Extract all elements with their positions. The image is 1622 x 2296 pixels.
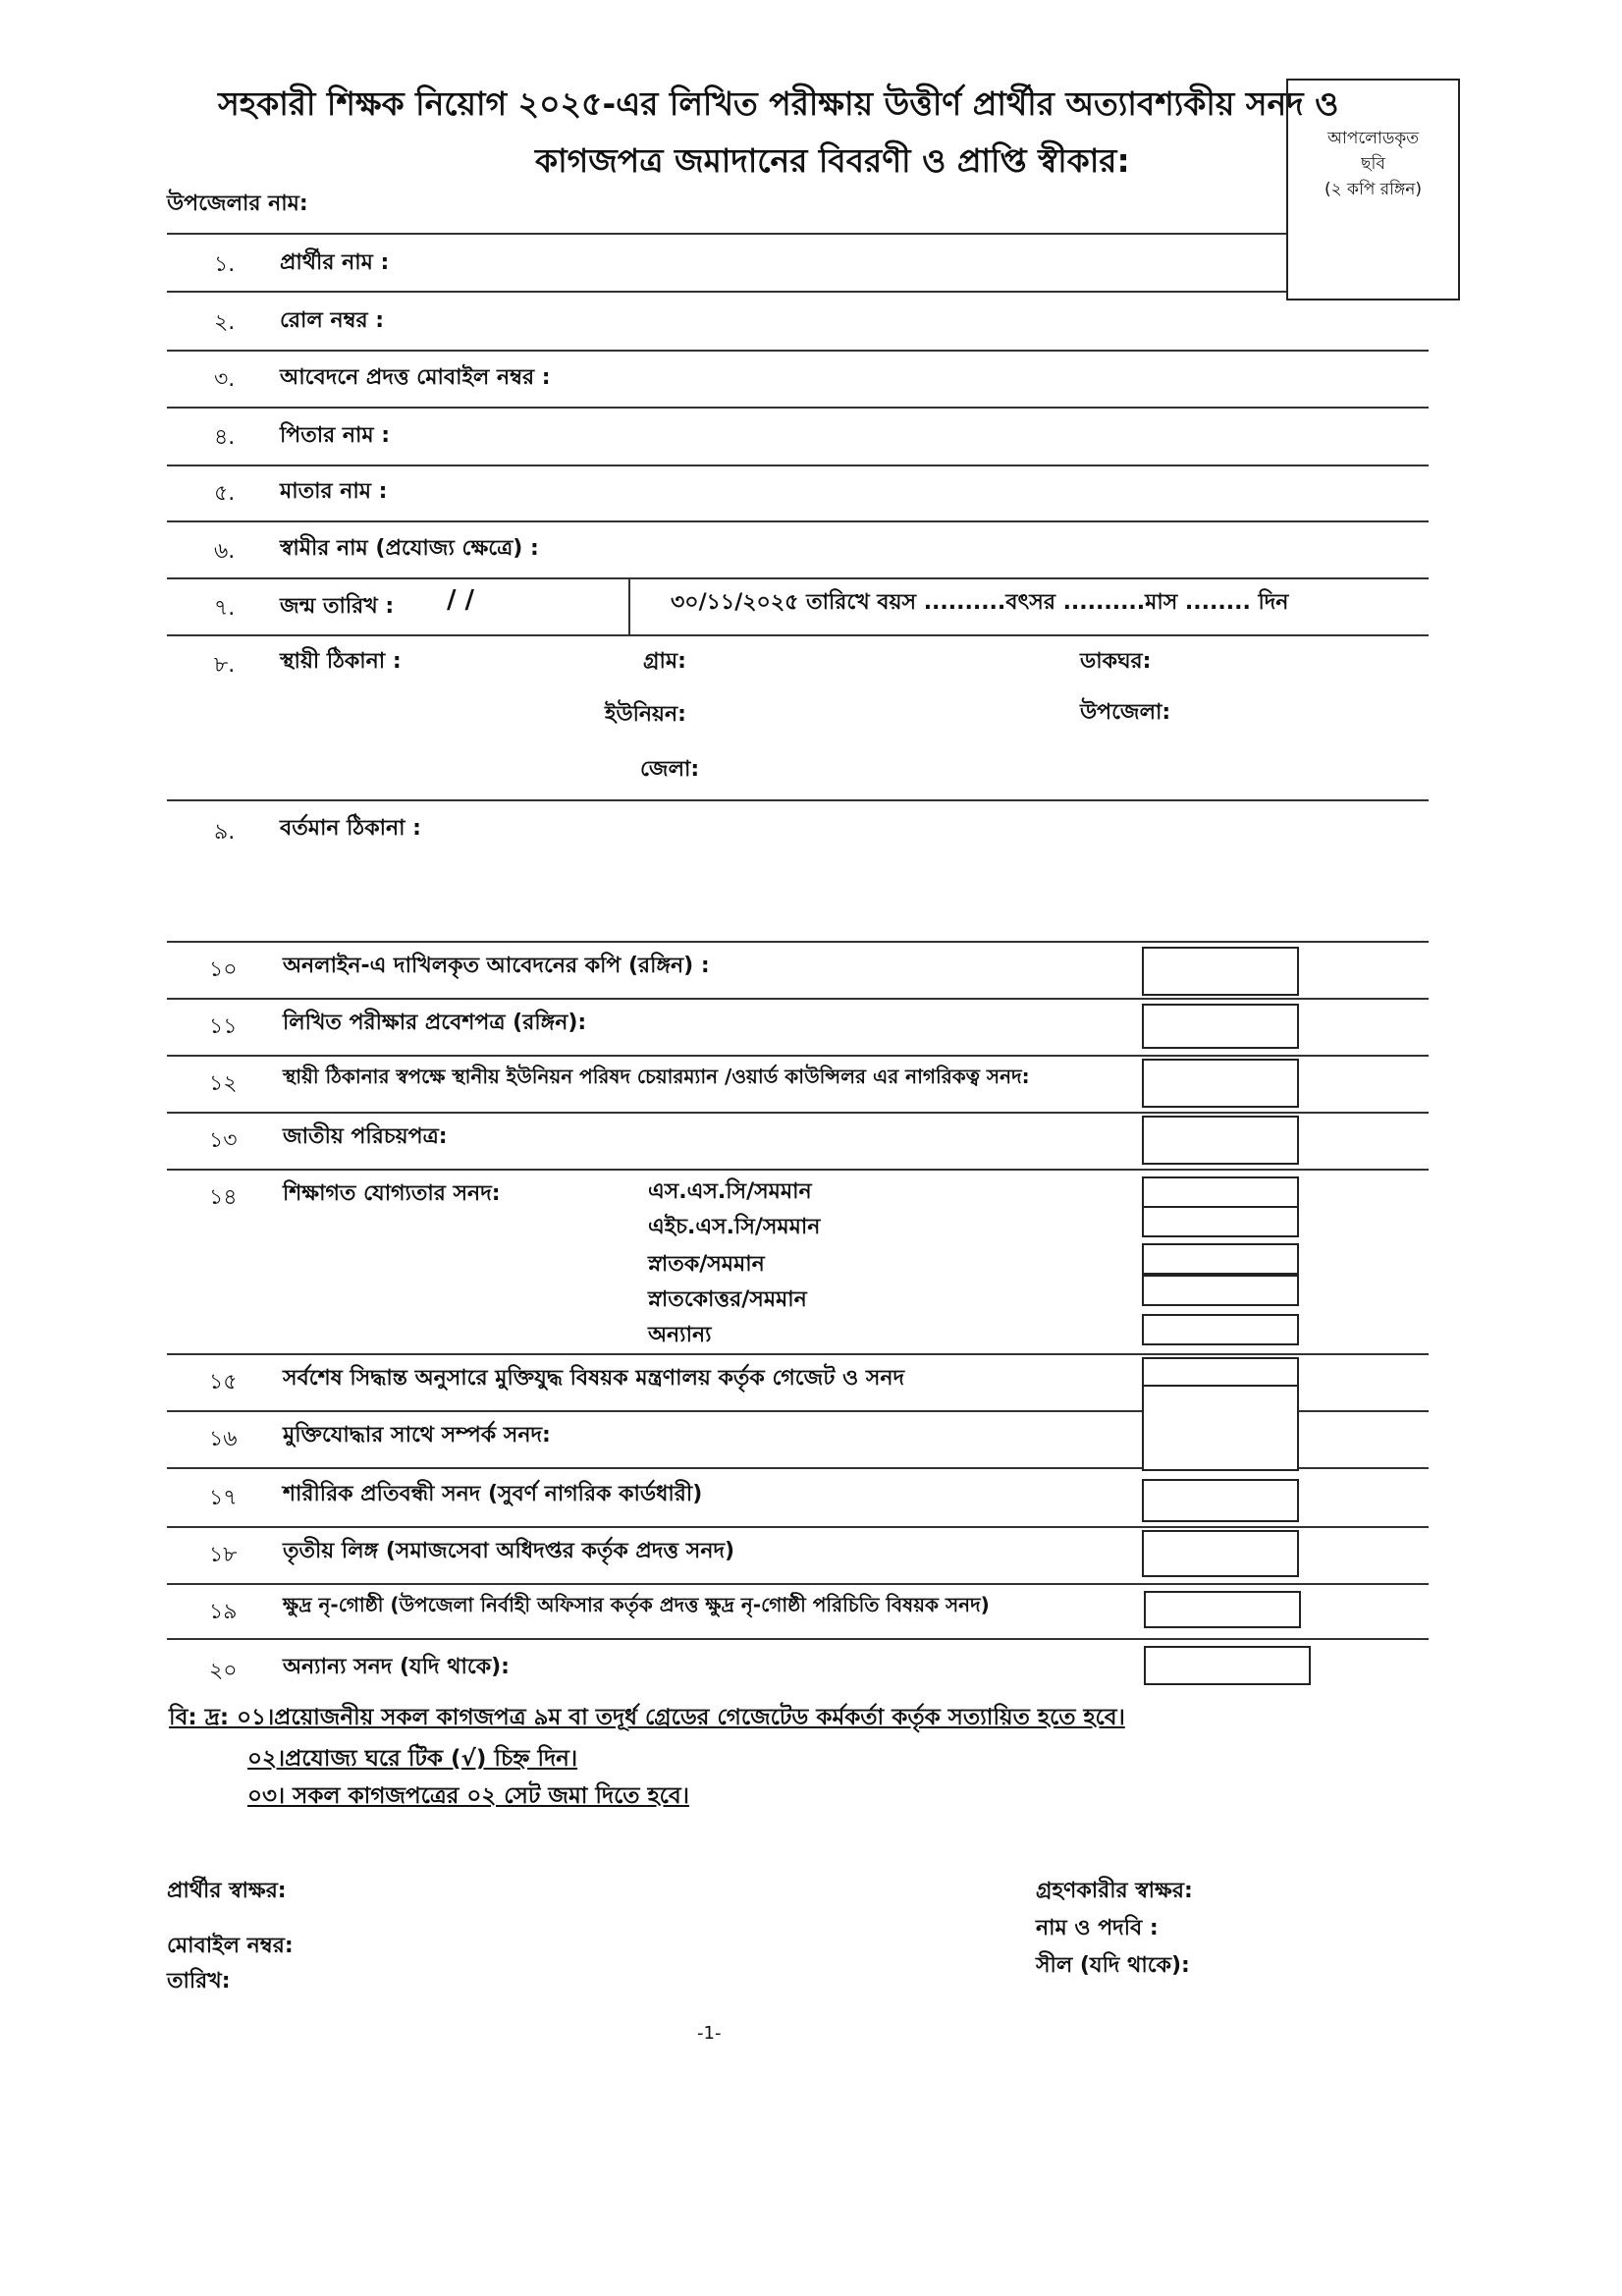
checkbox-graduate[interactable] [1142, 1243, 1299, 1275]
receiver-seal-label: সীল (যদি থাকে): [1036, 1953, 1190, 1978]
district-label: জেলা: [640, 757, 700, 782]
divider [167, 350, 1429, 352]
roll-number-label: রোল নম্বর : [280, 308, 385, 333]
upazila-label: উপজেলা: [1080, 700, 1171, 725]
husband-name-label: স্বামীর নাম (প্রযোজ্য ক্ষেত্রে) : [280, 536, 539, 561]
doc-number: ১৫ [209, 1370, 238, 1394]
checkbox-nid[interactable] [1142, 1116, 1299, 1165]
candidate-mobile-label: মোবাইল নম্বর: [167, 1934, 294, 1958]
doc-freedom-fighter-relation-label: মুক্তিযোদ্ধার সাথে সম্পর্ক সনদ: [283, 1423, 551, 1448]
divider [167, 1055, 1429, 1057]
checkbox-postgraduate[interactable] [1142, 1275, 1299, 1306]
village-label: গ্রাম: [643, 649, 686, 674]
checkbox-admit-card[interactable] [1142, 1004, 1299, 1049]
father-name-label: পিতার নাম : [280, 423, 391, 448]
divider [628, 577, 630, 634]
doc-number: ২০ [209, 1659, 238, 1683]
education-others: অন্যান্য [648, 1323, 712, 1347]
field-number: ৪. [214, 425, 236, 450]
divider [167, 465, 1429, 466]
age-on-date-text: ৩০/১১/২০২৫ তারিখে বয়স ..........বৎসর ..........মাস ........ দিন [671, 590, 1289, 615]
receiver-name-designation-label: নাম ও পদবি : [1036, 1916, 1159, 1941]
divider [167, 291, 1286, 293]
present-address-label: বর্তমান ঠিকানা : [280, 816, 421, 841]
page-title-line-2: কাগজপত্র জমাদানের বিবরণী ও প্রাপ্তি স্বীকার: [535, 141, 1130, 180]
divider [167, 1526, 1429, 1528]
education-ssc: এস.এস.সি/সমমান [648, 1179, 812, 1204]
page-title-line-1: সহকারী শিক্ষক নিয়োগ ২০২৫-এর লিখিত পরীক্ষায় উত্তীর্ণ প্রার্থীর অত্যাবশ্যকীয় সনদ ও [218, 84, 1339, 123]
receiver-signature-label: গ্রহণকারীর স্বাক্ষর: [1036, 1879, 1193, 1903]
divider [167, 1638, 1429, 1640]
upazila-name-label: উপজেলার নাম: [167, 191, 308, 216]
doc-number: ১৩ [209, 1128, 238, 1153]
checkbox-others[interactable] [1142, 1314, 1299, 1345]
checkbox-third-gender[interactable] [1142, 1530, 1299, 1577]
field-number: ৩. [214, 367, 236, 392]
permanent-address-label: স্থায়ী ঠিকানা : [280, 649, 402, 674]
photo-box-line-2: ছবি [1361, 154, 1385, 174]
doc-number: ১০ [209, 957, 238, 982]
checkbox-hsc[interactable] [1142, 1206, 1299, 1237]
candidate-signature-label: প্রার্থীর স্বাক্ষর: [167, 1879, 287, 1903]
education-graduate: স্নাতক/সমমান [648, 1252, 765, 1277]
page-number: -1- [697, 2023, 722, 2044]
checkbox-freedom-fighter-gazette[interactable] [1142, 1357, 1299, 1387]
divider [167, 233, 1286, 235]
field-number: ৬. [214, 539, 236, 564]
checkbox-freedom-fighter-relation[interactable] [1142, 1385, 1299, 1471]
field-number: ৯. [214, 820, 236, 845]
doc-admit-card-label: লিখিত পরীক্ষার প্রবেশপত্র (রঙ্গিন): [283, 1011, 587, 1035]
doc-number: ১৪ [209, 1185, 238, 1210]
candidate-name-label: প্রার্থীর নাম : [280, 250, 390, 275]
divider [167, 1112, 1429, 1114]
field-number: ৭. [214, 596, 236, 621]
checkbox-citizenship[interactable] [1142, 1059, 1299, 1108]
doc-third-gender-label: তৃতীয় লিঙ্গ (সমাজসেবা অধিদপ্তর কর্তৃক প্রদত্ত সনদ) [283, 1539, 735, 1563]
divider [167, 577, 1429, 579]
divider [167, 941, 1429, 943]
doc-number: ১১ [209, 1014, 238, 1039]
doc-online-application-label: অনলাইন-এ দাখিলকৃত আবেদনের কপি (রঙ্গিন) : [283, 954, 710, 978]
doc-number: ১৮ [209, 1543, 238, 1567]
note-2: ০২।প্রযোজ্য ঘরে টিক (√) চিহ্ন দিন। [247, 1746, 578, 1772]
field-number: ২. [214, 310, 236, 335]
doc-freedom-fighter-gazette-label: সর্বশেষ সিদ্ধান্ত অনুসারে মুক্তিযুদ্ধ বিষয়ক মন্ত্রণালয় কর্তৃক গেজেট ও সনদ [283, 1366, 905, 1391]
education-hsc: এইচ.এস.সি/সমমান [648, 1215, 821, 1239]
note-3: ০৩। সকল কাগজপত্রের ০২ সেট জমা দিতে হবে। [247, 1783, 689, 1809]
divider [167, 998, 1429, 1000]
checkbox-other-certificates[interactable] [1144, 1646, 1311, 1685]
doc-disability-label: শারীরিক প্রতিবন্ধী সনদ (সুবর্ণ নাগরিক কার্ডধারী) [283, 1482, 703, 1506]
checkbox-ethnic-minority[interactable] [1144, 1591, 1301, 1628]
divider [167, 799, 1429, 801]
doc-nid-label: জাতীয় পরিচয়পত্র: [283, 1124, 448, 1149]
photo-upload-box [1286, 79, 1460, 301]
field-number: ৫. [214, 481, 236, 506]
dob-slashes: / / [447, 585, 475, 615]
divider [167, 407, 1429, 409]
doc-ethnic-minority-label: ক্ষুদ্র নৃ-গোষ্ঠী (উপজেলা নির্বাহী অফিসার কর্তৃক প্রদত্ত ক্ষুদ্র নৃ-গোষ্ঠী পরিচিতি বিষয়ক সনদ) [283, 1593, 990, 1616]
doc-number: ১৯ [209, 1600, 238, 1624]
photo-box-line-3: (২ কপি রঙ্গিন) [1324, 180, 1423, 199]
checkbox-online-application[interactable] [1142, 947, 1299, 996]
divider [167, 1583, 1429, 1585]
date-of-birth-label: জন্ম তারিখ : [280, 594, 395, 619]
field-number: ১. [214, 252, 236, 277]
doc-citizenship-label: স্থায়ী ঠিকানার স্বপক্ষে স্থানীয় ইউনিয়ন পরিষদ চেয়ারম্যান /ওয়ার্ড কাউন্সিলর এর নাগরিকত্ব সনদ: [283, 1065, 1030, 1088]
mobile-number-label: আবেদনে প্রদত্ত মোবাইল নম্বর : [280, 365, 551, 390]
divider [167, 520, 1429, 522]
doc-number: ১৭ [209, 1486, 238, 1510]
post-office-label: ডাকঘর: [1080, 649, 1152, 674]
divider [167, 1353, 1429, 1355]
photo-box-line-1: আপলোডকৃত [1327, 129, 1419, 148]
mother-name-label: মাতার নাম : [280, 479, 388, 504]
note-1: বি: দ্র: ০১।প্রয়োজনীয় সকল কাগজপত্র ৯ম বা তদূর্ধ গ্রেডের গেজেটেড কর্মকর্তা কর্তৃক সত্যায়িত হতে হবে। [169, 1705, 1125, 1730]
doc-education-label: শিক্ষাগত যোগ্যতার সনদ: [283, 1181, 501, 1206]
checkbox-ssc[interactable] [1142, 1176, 1299, 1208]
doc-other-certificates-label: অন্যান্য সনদ (যদি থাকে): [283, 1655, 510, 1679]
candidate-date-label: তারিখ: [167, 1969, 231, 1994]
doc-number: ১৬ [209, 1427, 238, 1451]
divider [167, 1169, 1429, 1171]
doc-number: ১২ [209, 1071, 238, 1096]
checkbox-disability[interactable] [1142, 1479, 1299, 1522]
education-postgraduate: স্নাতকোত্তর/সমমান [648, 1287, 807, 1312]
union-label: ইউনিয়ন: [605, 702, 686, 727]
divider [167, 634, 1429, 636]
field-number: ৮. [214, 653, 236, 678]
